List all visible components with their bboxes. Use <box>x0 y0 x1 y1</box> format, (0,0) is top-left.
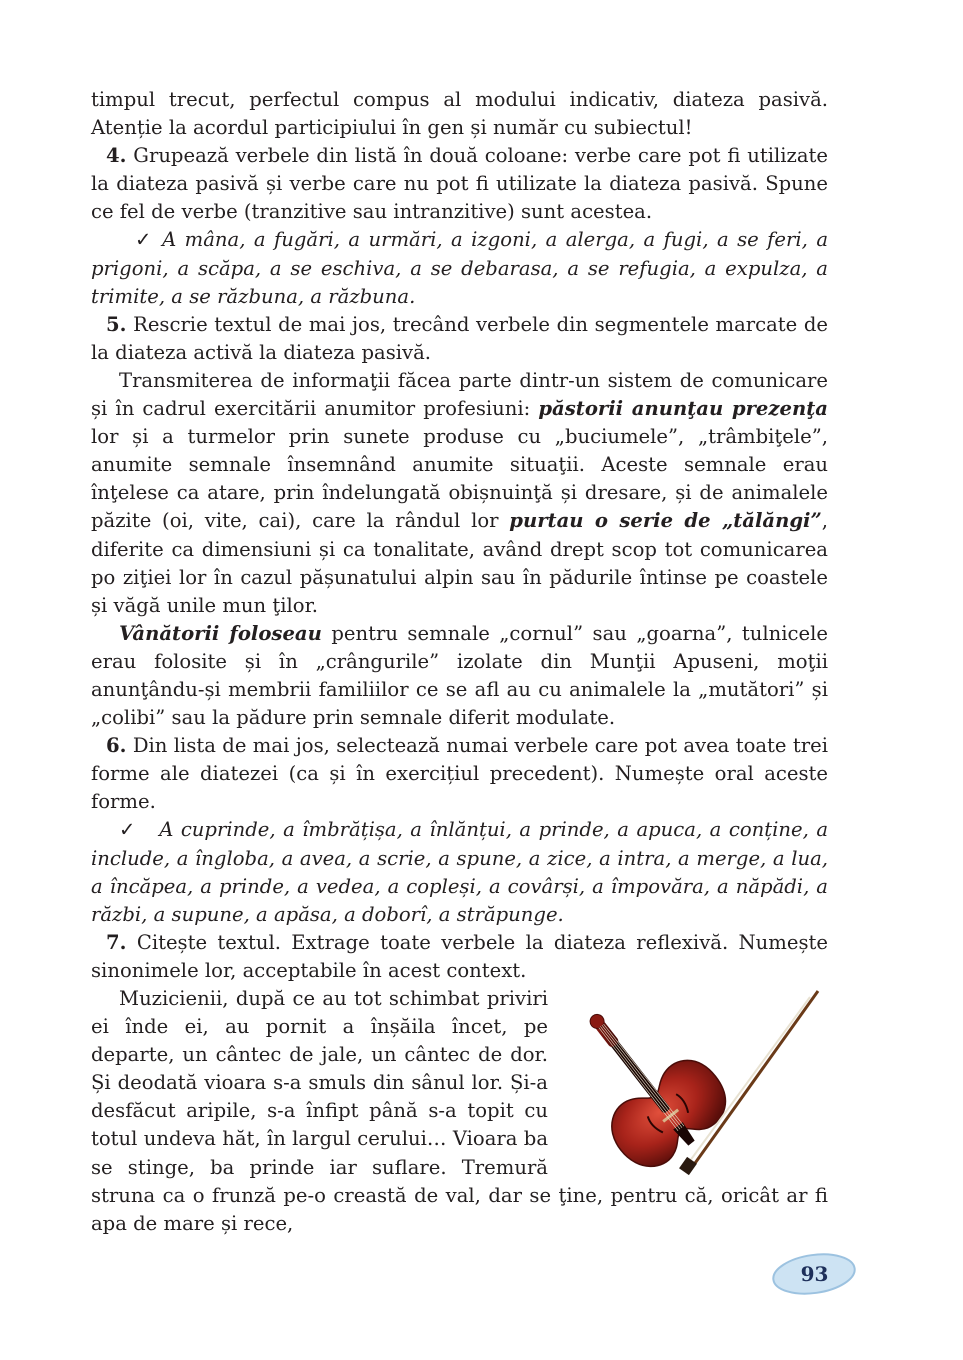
checkmark-icon: ✓ <box>135 228 154 252</box>
exercise-7 <box>91 929 828 985</box>
text-fragment: , diferite ca dimensiuni și ca tonalitate, având drept scop tot comunicarea po ziţiei lor în cazul pășunatului alpin sau în pădurile întinse pe coastele și văgă unile mun ţilor. <box>91 509 828 617</box>
marked-segment: păstorii anunţau prezenţa <box>538 397 828 421</box>
marked-segment: purtau o serie de „tălăngi” <box>509 509 822 533</box>
exercise-6-verb-list <box>91 816 828 928</box>
exercise-number: 5. <box>106 312 127 336</box>
reading-text-1 <box>91 367 828 620</box>
violin-image <box>566 987 828 1179</box>
marked-segment: Vânătorii foloseau <box>119 621 322 645</box>
exercise-instruction: Din lista de mai jos, selectează numai verbele care pot avea toate trei forme ale diatezei (ca și în exercițiul precedent). Numește oral aceste forme. <box>91 734 828 814</box>
exercise-instruction: Rescrie textul de mai jos, trecând verbele din segmentele marcate de la diateza activă la diateza pasivă. <box>91 312 828 364</box>
text-fragment: Muzicienii, după ce au tot schimbat priviri ei înde ei, au pornit a înșăila încet, pe departe, un cântec de jale, un cântec de dor. Și deodată vioara s-a smuls din sânul lor. Și-a desfăcut aripile, s-a înfipt până s-a topit cu totul undeva hăt, în largul cerului… Vioara ba se stinge, ba prinde iar suflare. Tremură struna ca o frunză pe-o creastă de val, dar se ţine, pentru că, oricât ar fi apa de mare și rece, <box>91 987 828 1235</box>
exercise-4 <box>91 142 828 226</box>
page-number: 93 <box>800 1262 829 1286</box>
exercise-number: 6. <box>106 734 127 758</box>
checkmark-icon: ✓ <box>119 818 137 842</box>
paragraph-continuation <box>91 86 828 114</box>
exercise-instruction: Grupează verbele din listă în două coloane: verbe care pot fi utilizate la diateza pasivă și verbe care nu pot fi utilizate la diateza pasivă. Spune ce fel de verbe (tranzitive sau intranzitive) sunt acestea. <box>91 144 828 224</box>
exercise-4-verb-list <box>91 226 828 310</box>
exercise-instruction: Citește textul. Extrage toate verbele la diateza reflexivă. Numește sinonimele lor, acceptabile în acest context. <box>91 930 828 982</box>
text-line: timpul trecut, perfectul compus al modului indicativ, diateza pasivă. <box>91 88 828 111</box>
exercise-5 <box>91 311 828 367</box>
exercise-number: 7. <box>106 930 127 954</box>
reading-text-3-block <box>91 985 828 1238</box>
page-content <box>91 86 828 1238</box>
exercise-number: 4. <box>106 144 127 168</box>
text-line: Atenție la acordul participiului în gen și număr cu subiectul! <box>91 116 693 140</box>
text-fragment: pentru semnale „cornul” sau „goarna”, tulnicele erau folosite și în „crângurile” izolate din Munţii Apuseni, moţii anunţându-și membrii familiilor ce se afl au cu animalele la „mutători” și „colibi” sau la pădure prin semnale diferit modulate. <box>91 621 828 730</box>
exercise-6 <box>91 732 828 816</box>
text-fragment: Transmiterea de informaţii făcea parte dintr-un sistem de comunicare și în cadrul exercitării anumitor profesiuni: <box>91 368 828 421</box>
verb-list: A mâna, a fugări, a urmări, a izgoni, a alerga, a fugi, a se feri, a prigoni, a scăpa, a se eschiva, a se debarasa, a se refugia, a expulza, a trimite, a se răzbuna, a răzbuna. <box>91 228 828 308</box>
paragraph-continuation-end <box>91 114 828 142</box>
verb-list: A cuprinde, a îmbrățișa, a înlănțui, a prinde, a apuca, a conține, a include, a îngloba, a avea, a scrie, a spune, a zice, a intra, a merge, a lua, a încăpea, a prinde, a vedea, a copleși, a covârși, a împovăra, a năpădi, a răzbi, a supune, a apăsa, a doborî, a străpunge. <box>91 818 828 926</box>
text-fragment: lor și a turmelor prin sunete produse cu „buciumele”, „trâmbiţele”, anumite semnale însemnând anumite situaţii. Aceste semnale erau înţelese ca atare, prin îndelungată obișnuinţă și dresare, și de animalele păzite (oi, vite, cai), care la rândul lor <box>91 425 828 533</box>
reading-text-2 <box>91 620 828 732</box>
